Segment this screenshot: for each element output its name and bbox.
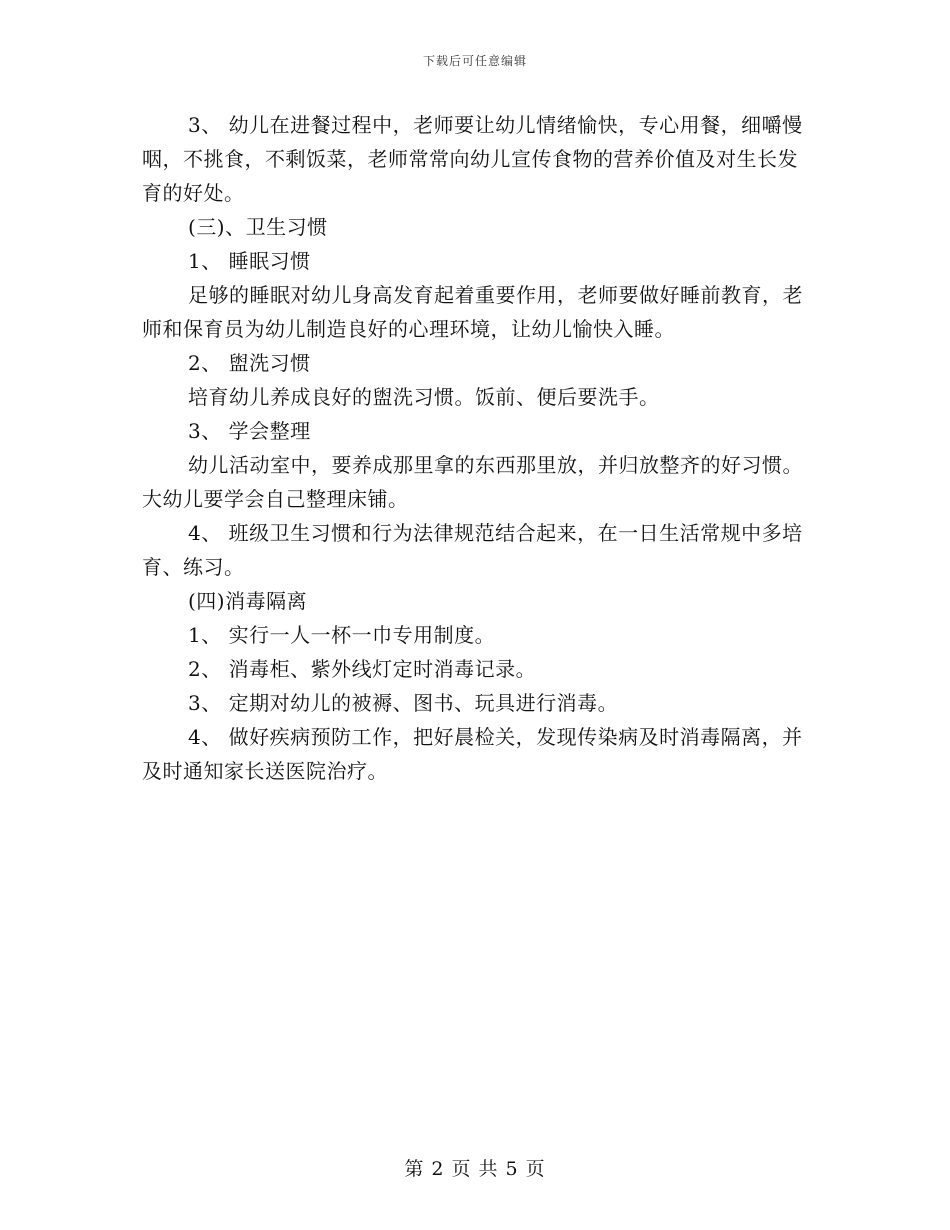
item-bedding-disinfection: 3、 定期对幼儿的被褥、图书、玩具进行消毒。 [188,691,619,715]
item-cup-towel: 1、 实行一人一杯一巾专用制度。 [188,623,496,647]
paragraph-sleep: 足够的睡眠对幼儿身高发育起着重要作用，老师要做好睡前教育，老师和保育员为幼儿制造良好的心理环境，让幼儿愉快入睡。 [142,283,803,341]
page-number: 第 2 页 共 5 页 [404,1158,546,1180]
section-heading-hygiene: (三)、卫生习惯 [188,215,328,239]
page-header-note: 下载后可任意编辑 [422,54,527,68]
section-heading-disinfection: (四)消毒隔离 [188,589,308,613]
paragraph-washing: 培育幼儿养成良好的盥洗习惯。饭前、便后要洗手。 [188,385,660,409]
item-heading-sleep: 1、 睡眠习惯 [188,249,311,273]
item-heading-tidying: 3、 学会整理 [188,419,311,443]
document-body [142,108,808,788]
item-disease-prevention: 4、 做好疾病预防工作，把好晨检关，发现传染病及时消毒隔离，并及时通知家长送医院治疗。 [142,725,803,783]
paragraph-tidying: 幼儿活动室中，要养成那里拿的东西那里放，并归放整齐的好习惯。大幼儿要学会自己整理床铺。 [142,453,803,511]
item-heading-washing: 2、 盥洗习惯 [188,351,311,375]
paragraph-class-hygiene: 4、 班级卫生习惯和行为法律规范结合起来，在一日生活常规中多培育、练习。 [142,521,803,579]
paragraph-meal-behavior: 3、 幼儿在进餐过程中，老师要让幼儿情绪愉快，专心用餐，细嚼慢咽，不挑食，不剩饭菜，老师常常向幼儿宣传食物的营养价值及对生长发育的好处。 [142,113,803,205]
item-uv-disinfection: 2、 消毒柜、紫外线灯定时消毒记录。 [188,657,537,681]
